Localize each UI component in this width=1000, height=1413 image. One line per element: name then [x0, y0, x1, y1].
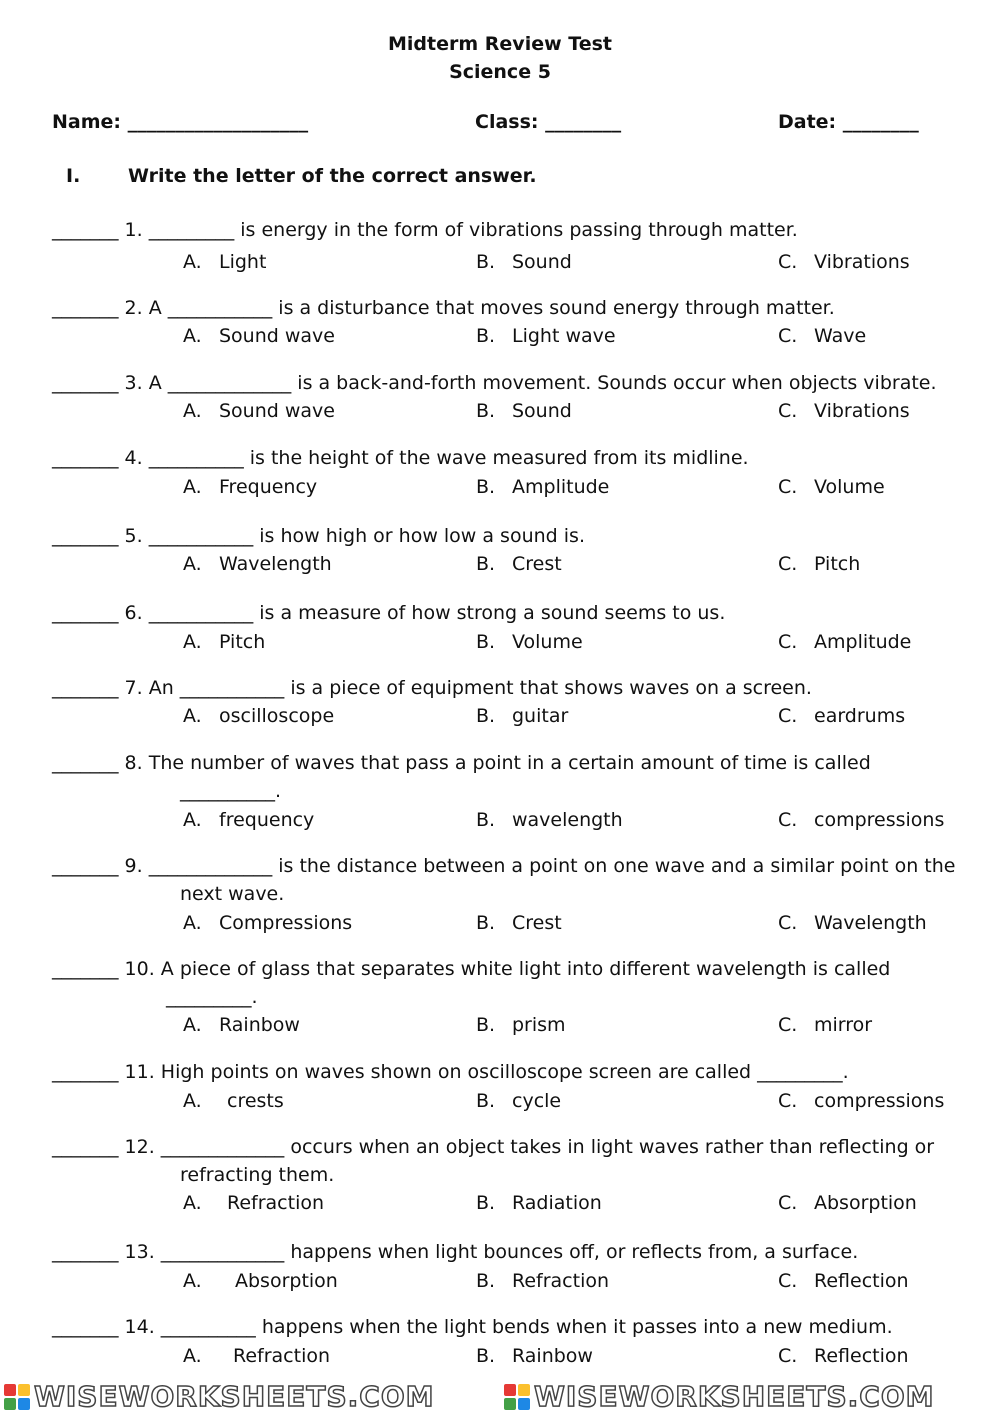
option-letter: B. — [476, 553, 496, 575]
question-2-option-b — [476, 325, 616, 347]
question-12-option-b — [476, 1192, 602, 1214]
option-letter: C. — [778, 1090, 798, 1112]
option-letter: A. — [183, 1090, 202, 1112]
logo-square — [518, 1384, 530, 1396]
question-10: _______ 10. A piece of glass that separates white light into different wavelength is called — [52, 958, 891, 980]
question-9-option-b — [476, 912, 562, 934]
question-2-option-a — [183, 325, 335, 347]
question-12-continuation: refracting them. — [180, 1164, 335, 1186]
option-text: Pitch — [814, 553, 861, 575]
question-13-option-c — [778, 1270, 909, 1292]
option-letter: A. — [183, 1014, 202, 1036]
option-text: Crest — [512, 912, 562, 934]
question-7: _______ 7. An ___________ is a piece of equipment that shows waves on a screen. — [52, 677, 812, 699]
option-letter: C. — [778, 251, 798, 273]
logo-square — [4, 1398, 16, 1410]
logo-square — [18, 1384, 30, 1396]
instruction-text: Write the letter of the correct answer. — [128, 165, 537, 187]
logo-square — [4, 1384, 16, 1396]
option-text: Volume — [814, 476, 885, 498]
option-letter: A. — [183, 809, 202, 831]
option-text: Amplitude — [814, 631, 912, 653]
question-5-option-a — [183, 553, 332, 575]
question-10-continuation: _________. — [166, 986, 258, 1008]
question-9-option-a — [183, 912, 352, 934]
option-text: Crest — [512, 553, 562, 575]
question-11-option-c — [778, 1090, 944, 1112]
option-text: Absorption — [235, 1270, 338, 1292]
question-13-option-b — [476, 1270, 609, 1292]
option-text: Refraction — [512, 1270, 610, 1292]
option-letter: C. — [778, 912, 798, 934]
option-letter: B. — [476, 400, 496, 422]
option-text: Pitch — [219, 631, 266, 653]
option-text: prism — [512, 1014, 566, 1036]
question-8-option-c — [778, 809, 944, 831]
option-letter: B. — [476, 1192, 496, 1214]
option-text: Refraction — [233, 1345, 331, 1367]
worksheet-subtitle: Science 5 — [449, 61, 551, 83]
option-text: Wavelength — [814, 912, 927, 934]
option-letter: A. — [183, 1270, 202, 1292]
option-text: compressions — [814, 1090, 945, 1112]
question-4-option-b — [476, 476, 609, 498]
section-number: I. — [66, 165, 81, 187]
option-letter: A. — [183, 325, 202, 347]
class-field[interactable]: Class: ________ — [475, 111, 622, 133]
question-4: _______ 4. __________ is the height of the wave measured from its midline. — [52, 447, 749, 469]
option-letter: B. — [476, 1270, 496, 1292]
option-text: Frequency — [219, 476, 318, 498]
watermark-footer — [0, 1378, 1000, 1413]
option-letter: C. — [778, 553, 798, 575]
worksheet-title: Midterm Review Test — [388, 33, 612, 55]
option-letter: C. — [778, 705, 798, 727]
question-2: _______ 2. A ___________ is a disturbance that moves sound energy through matter. — [52, 297, 835, 319]
option-letter: B. — [476, 1345, 496, 1367]
option-text: Sound — [512, 251, 572, 273]
option-letter: C. — [778, 631, 798, 653]
question-12-option-a — [183, 1192, 324, 1214]
watermark-text: WISEWORKSHEETS.COM — [534, 1380, 935, 1413]
question-1-option-c — [778, 251, 910, 273]
logo-squares-icon — [504, 1384, 530, 1410]
option-text: Compressions — [219, 912, 353, 934]
question-2-option-c — [778, 325, 866, 347]
option-text: Absorption — [814, 1192, 917, 1214]
question-6-option-c — [778, 631, 911, 653]
question-9-continuation: next wave. — [180, 883, 285, 905]
question-7-option-c — [778, 705, 905, 727]
question-5-option-c — [778, 553, 860, 575]
question-14-option-a — [183, 1345, 330, 1367]
question-13-option-a — [183, 1270, 338, 1292]
option-letter: B. — [476, 912, 496, 934]
question-1-option-a — [183, 251, 266, 273]
option-text: oscilloscope — [219, 705, 335, 727]
watermark-logo — [4, 1380, 435, 1413]
question-9-option-c — [778, 912, 927, 934]
option-letter: B. — [476, 631, 496, 653]
option-text: Wavelength — [219, 553, 332, 575]
question-6: _______ 6. ___________ is a measure of how strong a sound seems to us. — [52, 602, 726, 624]
question-7-option-b — [476, 705, 568, 727]
option-letter: B. — [476, 1090, 496, 1112]
question-8: _______ 8. The number of waves that pass a point in a certain amount of time is called — [52, 752, 871, 774]
option-text: Reflection — [814, 1345, 909, 1367]
question-4-option-c — [778, 476, 885, 498]
question-14-option-b — [476, 1345, 593, 1367]
option-letter: C. — [778, 400, 798, 422]
option-letter: A. — [183, 705, 202, 727]
option-letter: B. — [476, 1014, 496, 1036]
question-14-option-c — [778, 1345, 909, 1367]
option-text: Refraction — [227, 1192, 325, 1214]
date-field[interactable]: Date: ________ — [778, 111, 919, 133]
question-6-option-a — [183, 631, 265, 653]
option-text: Vibrations — [814, 251, 910, 273]
question-3-option-c — [778, 400, 910, 422]
option-text: Light — [219, 251, 267, 273]
option-text: Sound wave — [219, 325, 335, 347]
question-11: _______ 11. High points on waves shown on oscilloscope screen are called _________. — [52, 1061, 849, 1083]
question-6-option-b — [476, 631, 583, 653]
name-field[interactable]: Name: ___________________ — [52, 111, 309, 133]
question-4-option-a — [183, 476, 317, 498]
question-10-option-c — [778, 1014, 872, 1036]
option-letter: C. — [778, 1014, 798, 1036]
option-text: Amplitude — [512, 476, 610, 498]
option-letter: C. — [778, 476, 798, 498]
question-3: _______ 3. A _____________ is a back-and-forth movement. Sounds occur when objects vibrate. — [52, 372, 937, 394]
question-8-option-a — [183, 809, 314, 831]
logo-square — [518, 1398, 530, 1410]
question-12-option-c — [778, 1192, 917, 1214]
logo-square — [18, 1398, 30, 1410]
option-text: Radiation — [512, 1192, 602, 1214]
question-10-option-b — [476, 1014, 566, 1036]
option-text: compressions — [814, 809, 945, 831]
option-letter: C. — [778, 1345, 798, 1367]
question-8-option-b — [476, 809, 623, 831]
option-letter: A. — [183, 400, 202, 422]
watermark-logo — [504, 1380, 935, 1413]
option-letter: C. — [778, 1270, 798, 1292]
option-text: Rainbow — [219, 1014, 300, 1036]
question-8-continuation: __________. — [180, 780, 282, 802]
question-1-option-b — [476, 251, 572, 273]
question-7-option-a — [183, 705, 334, 727]
question-14: _______ 14. __________ happens when the light bends when it passes into a new medium. — [52, 1316, 893, 1338]
option-text: Reflection — [814, 1270, 909, 1292]
question-13: _______ 13. _____________ happens when light bounces off, or reflects from, a surface. — [52, 1241, 859, 1263]
option-letter: A. — [183, 553, 202, 575]
option-letter: A. — [183, 251, 202, 273]
option-letter: B. — [476, 251, 496, 273]
watermark-text: WISEWORKSHEETS.COM — [34, 1380, 435, 1413]
question-3-option-a — [183, 400, 335, 422]
question-1: _______ 1. _________ is energy in the form of vibrations passing through matter. — [52, 219, 798, 241]
option-letter: B. — [476, 809, 496, 831]
question-9: _______ 9. _____________ is the distance between a point on one wave and a similar point on the — [52, 855, 956, 877]
option-text: cycle — [512, 1090, 562, 1112]
option-text: Vibrations — [814, 400, 910, 422]
option-text: Light wave — [512, 325, 616, 347]
question-11-option-a — [183, 1090, 284, 1112]
option-letter: B. — [476, 476, 496, 498]
option-letter: A. — [183, 476, 202, 498]
option-letter: B. — [476, 705, 496, 727]
question-5-option-b — [476, 553, 562, 575]
option-text: guitar — [512, 705, 569, 727]
option-text: Wave — [814, 325, 867, 347]
option-letter: C. — [778, 1192, 798, 1214]
option-letter: A. — [183, 912, 202, 934]
option-letter: B. — [476, 325, 496, 347]
option-text: mirror — [814, 1014, 873, 1036]
logo-squares-icon — [4, 1384, 30, 1410]
option-text: frequency — [219, 809, 315, 831]
option-text: Sound — [512, 400, 572, 422]
option-letter: C. — [778, 809, 798, 831]
logo-square — [504, 1398, 516, 1410]
option-text: crests — [227, 1090, 284, 1112]
question-3-option-b — [476, 400, 572, 422]
option-letter: A. — [183, 1345, 202, 1367]
option-letter: A. — [183, 1192, 202, 1214]
option-letter: C. — [778, 325, 798, 347]
question-12: _______ 12. _____________ occurs when an object takes in light waves rather than reflecting or — [52, 1136, 935, 1158]
option-letter: A. — [183, 631, 202, 653]
option-text: Sound wave — [219, 400, 335, 422]
question-10-option-a — [183, 1014, 300, 1036]
section-instruction — [66, 165, 537, 187]
question-5: _______ 5. ___________ is how high or how low a sound is. — [52, 525, 585, 547]
option-text: Rainbow — [512, 1345, 593, 1367]
option-text: Volume — [512, 631, 583, 653]
logo-square — [504, 1384, 516, 1396]
question-11-option-b — [476, 1090, 561, 1112]
option-text: wavelength — [512, 809, 623, 831]
option-text: eardrums — [814, 705, 906, 727]
